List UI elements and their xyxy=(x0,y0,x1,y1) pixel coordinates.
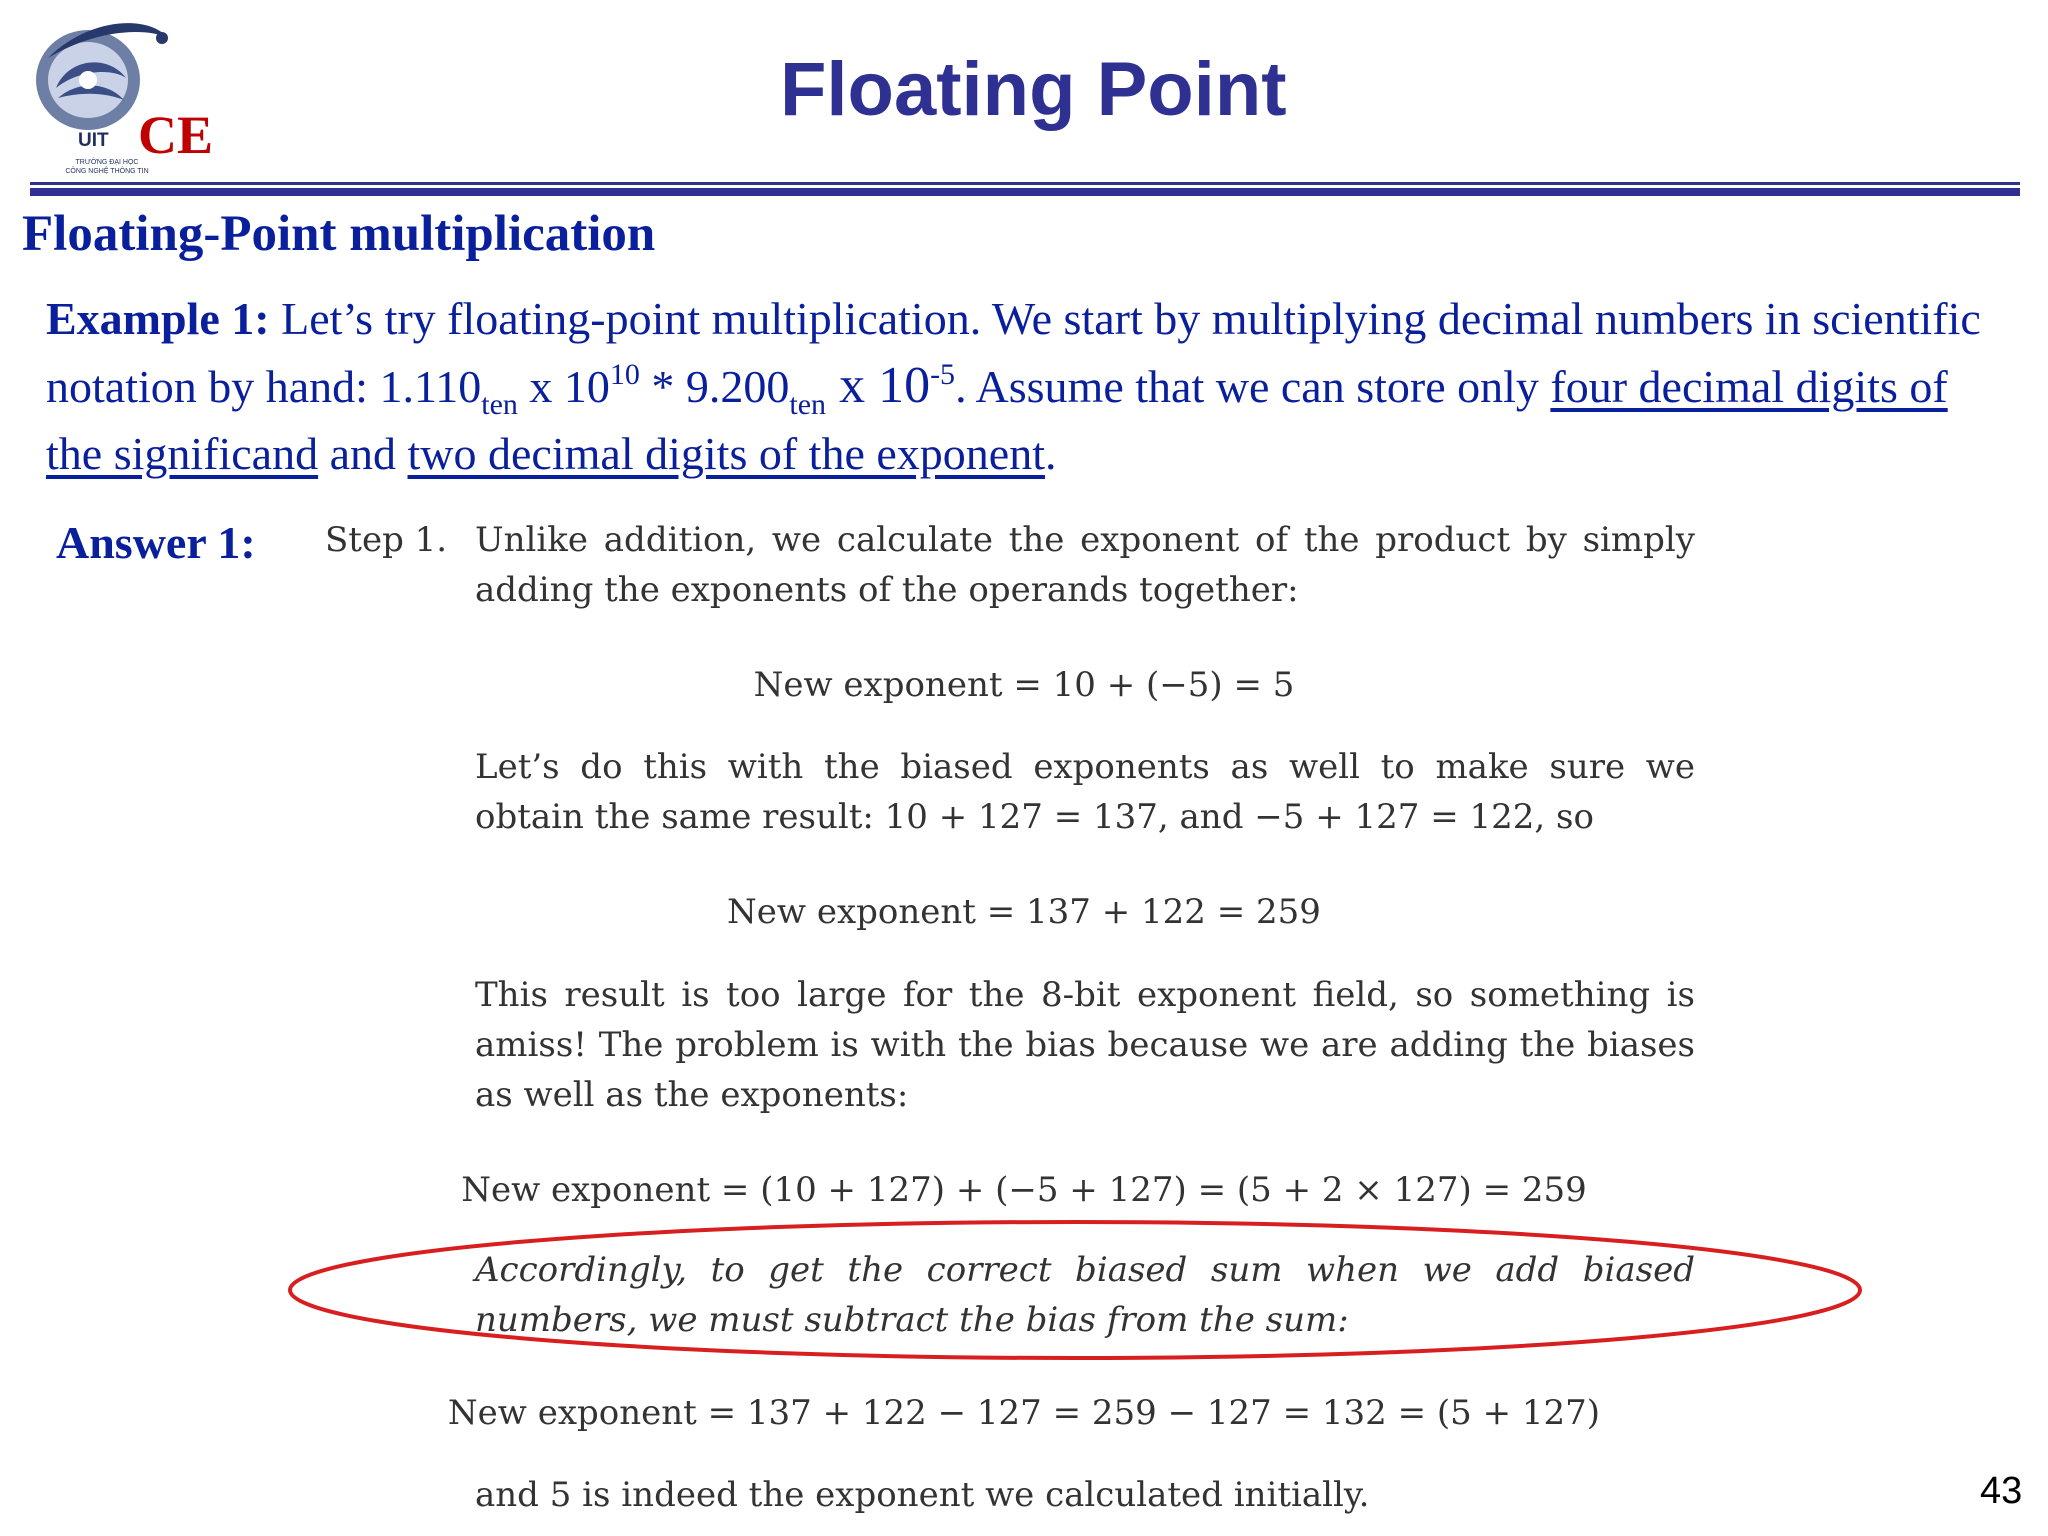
example-label: Example 1: xyxy=(46,293,270,344)
example-sup-1: 10 xyxy=(609,358,640,391)
step-paragraph-5: and 5 is indeed the exponent we calculated initially. xyxy=(475,1475,1370,1515)
step-paragraph-1: Unlike addition, we calculate the exponent of the product by simply adding the exponents of the operands together: xyxy=(475,520,1695,610)
logo-subtitle-line2: CÔNG NGHỆ THÔNG TIN xyxy=(65,168,149,175)
equation-2: New exponent = 137 + 122 = 259 xyxy=(727,892,1321,932)
example-text-4: x 10 xyxy=(826,357,931,414)
example-text-1: Let’s try floating-point multiplication. We start by multiplying decimal numbers in scientific notation by hand: 1.110 xyxy=(46,293,1981,412)
equation-4: New exponent = 137 + 122 − 127 = 259 − 127 = 132 = (5 + 127) xyxy=(447,1393,1601,1433)
example-text-3: * 9.200 xyxy=(639,361,790,412)
example-text-6: and xyxy=(318,428,408,479)
example-underline-significand: four decimal digits of the significand xyxy=(46,361,1948,479)
page-number: 43 xyxy=(1980,1470,2023,1512)
example-text-5: . Assume that we can store only xyxy=(955,361,1551,412)
logo-uit-text: UIT xyxy=(78,130,109,151)
example-underline-exponent: two decimal digits of the exponent xyxy=(407,428,1045,479)
step-paragraph-2: Let’s do this with the biased exponents as well to make sure we obtain the same result: 10 + 127 = 137, and −5 + 127 = 122, so xyxy=(475,747,1695,837)
step-label: Step 1. xyxy=(325,520,448,560)
slide-title: Floating Point xyxy=(780,47,1287,132)
example-text-2: x 10 xyxy=(517,361,610,412)
logo-ce-text: CE xyxy=(138,105,214,165)
section-heading: Floating-Point multiplication xyxy=(22,206,656,262)
example-sup-2: -5 xyxy=(930,358,956,391)
equation-1: New exponent = 10 + (−5) = 5 xyxy=(753,665,1295,705)
logo-subtitle-line1: TRƯỜNG ĐẠI HỌC xyxy=(75,159,139,166)
example-text-7: . xyxy=(1044,428,1057,479)
answer-label: Answer 1: xyxy=(56,517,256,568)
equation-3: New exponent = (10 + 127) + (−5 + 127) = (5 + 2 × 127) = 259 xyxy=(461,1170,1587,1210)
step-paragraph-4-highlighted: Accordingly, to get the correct biased sum when we add biased numbers, we must subtract the bias from the sum: xyxy=(475,1250,1695,1340)
example-sub-1: ten xyxy=(481,388,518,421)
example-sub-2: ten xyxy=(789,388,827,421)
step-paragraph-3: This result is too large for the 8-bit exponent field, so something is amiss! The problem is with the bias because we are adding the biases as well as the exponents: xyxy=(475,975,1695,1115)
